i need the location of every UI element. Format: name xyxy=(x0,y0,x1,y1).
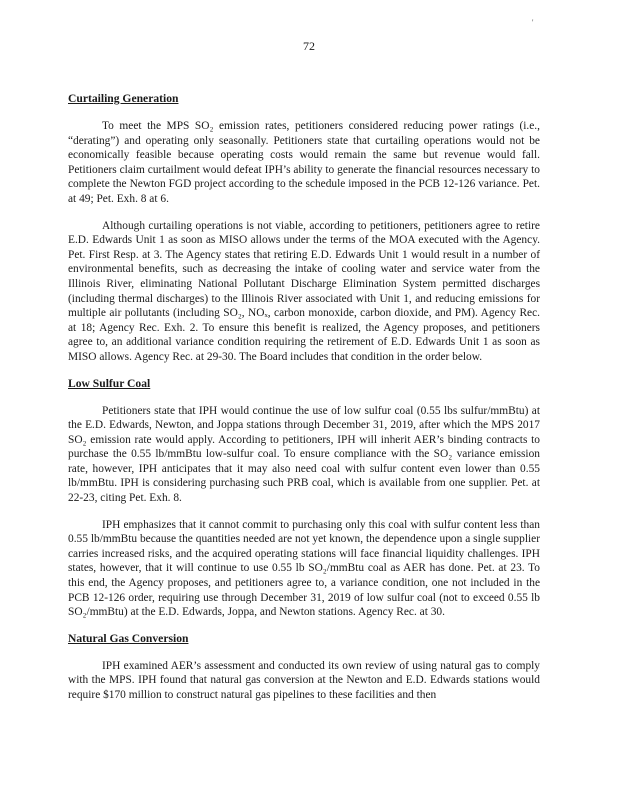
section-heading: Low Sulfur Coal xyxy=(68,376,151,390)
scan-mark: ' xyxy=(532,18,534,27)
paragraph: IPH examined AER’s assessment and conducted its own review of using natural gas to comply with the MPS. IPH found that natural gas conversion at the Newton and E.D. Edwards stations would require $170 million to construct natural gas pipelines to these facilities and then xyxy=(68,659,540,701)
section-natural-gas-conversion xyxy=(68,632,540,703)
paragraph: Although curtailing operations is not viable, according to petitioners, petitioners agree to retire E.D. Edwards Unit 1 as soon as MISO allows under the terms of the MOA executed with the Agency. Pet. First Resp. at 3. The Agency states that retiring E.D. Edwards Unit 1 would result in a number of environmental benefits, such as decreasing the intake of cooling water and service water from the Illinois River, eliminating National Pollutant Discharge Elimination System permitted discharges (including thermal discharges) to the Illinois River associated with Unit 1, and reducing emissions for multiple air pollutants (including SO₂, NOₓ, carbon monoxide, carbon dioxide, and PM). Agency Rec. at 18; Agency Rec. Exh. 2. To ensure this benefit is realized, the Agency proposes, and petitioners agree to, an additional variance condition requiring the retirement of E.D. Edwards Unit 1 as soon as MISO allows. Agency Rec. at 29-30. The Board includes that condition in the order below. xyxy=(68,219,540,363)
page-body xyxy=(68,92,540,715)
section-curtailing-generation xyxy=(68,92,540,365)
paragraph: To meet the MPS SO₂ emission rates, petitioners considered reducing power ratings (i.e., “derating”) and operating only seasonally. Petitioners state that curtailing operations would not be economically feasible because operating costs would remain the same but revenue would fall. Petitioners claim curtailment would defeat IPH’s ability to generate the financial resources necessary to complete the Newton FGD project according to the schedule imposed in the PCB 12-126 variance. Pet. at 49; Pet. Exh. 8 at 6. xyxy=(68,120,540,205)
paragraph: Petitioners state that IPH would continue the use of low sulfur coal (0.55 lbs sulfur/mmBtu) at the E.D. Edwards, Newton, and Joppa stations through December 31, 2019, after which the MPS 2017 SO₂ emission rate would apply. According to petitioners, IPH will inherit AER’s binding contracts to purchase the 0.55 lb/mmBtu low-sulfur coal. To ensure compliance with the SO₂ variance emission rate, however, IPH anticipates that it may also need coal with sulfur content even lower than 0.55 lb/mmBtu. IPH is considering purchasing such PRB coal, which is available from one supplier. Pet. at 22-23, citing Pet. Exh. 8. xyxy=(68,404,540,505)
paragraph: IPH emphasizes that it cannot commit to purchasing only this coal with sulfur content less than 0.55 lb/mmBtu because the quantities needed are not yet known, the dependence upon a single supplier carries increased risks, and the acquired operating stations will face financial liquidity challenges. IPH states, however, that it will continue to use 0.55 lb SO₂/mmBtu coal as AER has done. Pet. at 23. To this end, the Agency proposes, and petitioners agree to, a variance condition, one not included in the PCB 12-126 order, requiring use through December 31, 2019 of low sulfur coal (not to exceed 0.55 lb SO₂/mmBtu) at the E.D. Edwards, Joppa, and Newton stations. Agency Rec. at 30. xyxy=(68,518,540,619)
section-heading: Natural Gas Conversion xyxy=(68,631,189,645)
section-heading: Curtailing Generation xyxy=(68,92,179,105)
section-low-sulfur-coal xyxy=(68,377,540,620)
page-number: 72 xyxy=(303,39,315,53)
